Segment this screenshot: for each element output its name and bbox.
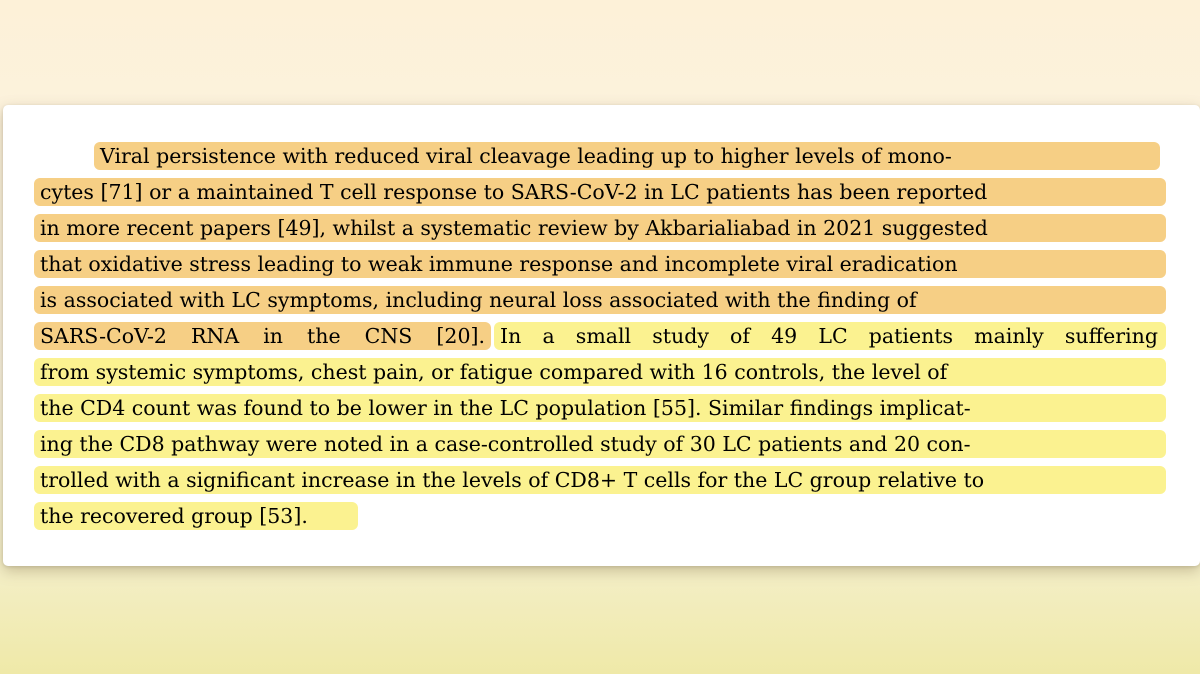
text-line-content: that oxidative stress leading to weak immune response and incomplete viral eradication bbox=[40, 252, 958, 276]
text-line-content: from systemic symptoms, chest pain, or fatigue compared with 16 controls, the level of bbox=[40, 360, 948, 384]
text-line bbox=[40, 498, 308, 534]
text-line bbox=[40, 246, 958, 282]
text-line-content: ing the CD8 pathway were noted in a case-controlled study of 30 LC patients and 20 con- bbox=[40, 432, 971, 456]
text-line bbox=[40, 282, 917, 318]
text-line bbox=[40, 390, 971, 426]
text-line-content: SARS-CoV-2 RNA in the CNS [20]. bbox=[40, 324, 485, 348]
text-line bbox=[40, 462, 984, 498]
text-line bbox=[40, 318, 1158, 354]
text-line-content: the recovered group [53]. bbox=[40, 504, 308, 528]
text-line-content: the CD4 count was found to be lower in the LC population [55]. Similar findings implicat- bbox=[40, 396, 971, 420]
text-line-content: cytes [71] or a maintained T cell response to SARS-CoV-2 in LC patients has been reported bbox=[40, 180, 988, 204]
text-line bbox=[100, 138, 1158, 174]
text-line-content: is associated with LC symptoms, including neural loss associated with the finding of bbox=[40, 288, 917, 312]
text-line bbox=[40, 210, 988, 246]
text-line bbox=[40, 426, 971, 462]
text-line bbox=[40, 174, 987, 210]
text-line bbox=[40, 354, 947, 390]
text-line-content: In a small study of 49 LC patients mainly suffering bbox=[500, 324, 1158, 348]
text-line-content: trolled with a significant increase in the levels of CD8+ T cells for the LC group relative to bbox=[40, 468, 985, 492]
text-line-content: Viral persistence with reduced viral cleavage leading up to higher levels of mono- bbox=[100, 144, 952, 168]
text-line-content: in more recent papers [49], whilst a systematic review by Akbarialiabad in 2021 suggested bbox=[40, 216, 988, 240]
